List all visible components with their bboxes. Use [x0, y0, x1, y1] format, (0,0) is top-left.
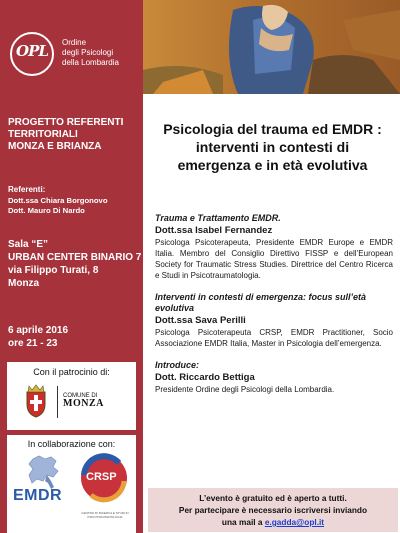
collaboration-label: In collaborazione con: [27, 439, 116, 449]
header-painting-image [143, 0, 400, 94]
comune-di-monza [63, 392, 104, 409]
venue-line: Monza [8, 278, 40, 289]
comune-line: COMUNE DI [63, 393, 98, 399]
venue [8, 238, 143, 290]
notice-email-line [148, 516, 398, 528]
speaker-description: Psicologa Psicoterapeuta CRSP, EMDR Practitioner, Socio Associazione EMDR Italia, Master in Psicologia dell’emergenza. [155, 328, 393, 348]
sidebar [0, 0, 143, 533]
patronage-label: Con il patrocinio di: [33, 367, 110, 377]
event-date [8, 324, 68, 350]
crsp-subtitle: CENTRO DI RICERCA E STUDI IN PSICOTRAUMATOLOGIA [81, 511, 129, 519]
headline-line: emergenza e in età evolutiva [177, 157, 368, 173]
referent-name: Dott. Mauro Di Nardo [8, 206, 85, 215]
registration-notice [148, 488, 398, 532]
section-title: Introduce: [155, 360, 199, 370]
referents-title: Referenti: [8, 185, 46, 194]
speaker-name: Dott.ssa Isabel Fernandez [155, 225, 273, 236]
date-line: 6 aprile 2016 [8, 325, 69, 336]
venue-line: via Filippo Turati, 8 [8, 265, 99, 276]
collaboration-box [7, 435, 136, 533]
crsp-logo-text: CRSP [86, 471, 117, 483]
venue-line: Sala “E” [8, 239, 49, 250]
opl-logo [8, 30, 138, 80]
section-title: Interventi in contesti di emergenza: focus sull’età evolutiva [155, 292, 367, 313]
venue-line: URBAN CENTER BINARIO 7 [8, 252, 142, 263]
notice-line: Per partecipare è necessario iscriversi inviando [178, 505, 368, 515]
patronage-box [7, 362, 136, 430]
event-headline [150, 120, 395, 174]
referents-list [8, 196, 108, 216]
section-title: Trauma e Trattamento EMDR. [155, 213, 281, 223]
comune-city: MONZA [63, 398, 104, 409]
project-title [8, 117, 140, 153]
notice-line: L’evento è gratuito ed è aperto a tutti. [199, 493, 347, 503]
program-content [155, 213, 393, 395]
notice-email-prefix: una mail a [221, 517, 265, 527]
email-link[interactable]: e.gadda@opl.it [264, 517, 325, 527]
emdr-logo: EMDR [13, 487, 63, 504]
logo-text [62, 38, 119, 68]
crest-separator [57, 386, 58, 418]
speaker-description: Presidente Ordine degli Psicologi della Lombardia. [155, 385, 335, 394]
project-line: TERRITORIALI [8, 129, 78, 140]
logo-mark: OPL [16, 42, 48, 60]
speaker-name: Dott. Riccardo Bettiga [155, 372, 255, 383]
headline-line: Psicologia del trauma ed EMDR : [163, 121, 382, 137]
logo-line: degli Psicologi [62, 48, 114, 57]
monza-crest-icon [23, 384, 49, 418]
project-line: MONZA E BRIANZA [8, 141, 102, 152]
time-line: ore 21 - 23 [8, 338, 58, 349]
logo-line: Ordine [62, 38, 87, 47]
speaker-description: Psicologa Psicoterapeuta, Presidente EMDR Europe e EMDR Italia. Membro del Consiglio Direttivo FISSP e dell’European Society for Traumatic Stress Studies. Direttrice del Centro Ricerca e Studi in Psicotraumatologia. [155, 238, 393, 280]
project-line: PROGETTO REFERENTI [8, 117, 124, 128]
referent-name: Dott.ssa Chiara Borgonovo [8, 196, 108, 205]
speaker-name: Dott.ssa Sava Perilli [155, 315, 246, 326]
logo-line: della Lombardia [62, 58, 119, 67]
headline-line: interventi in contesti di [195, 139, 350, 155]
